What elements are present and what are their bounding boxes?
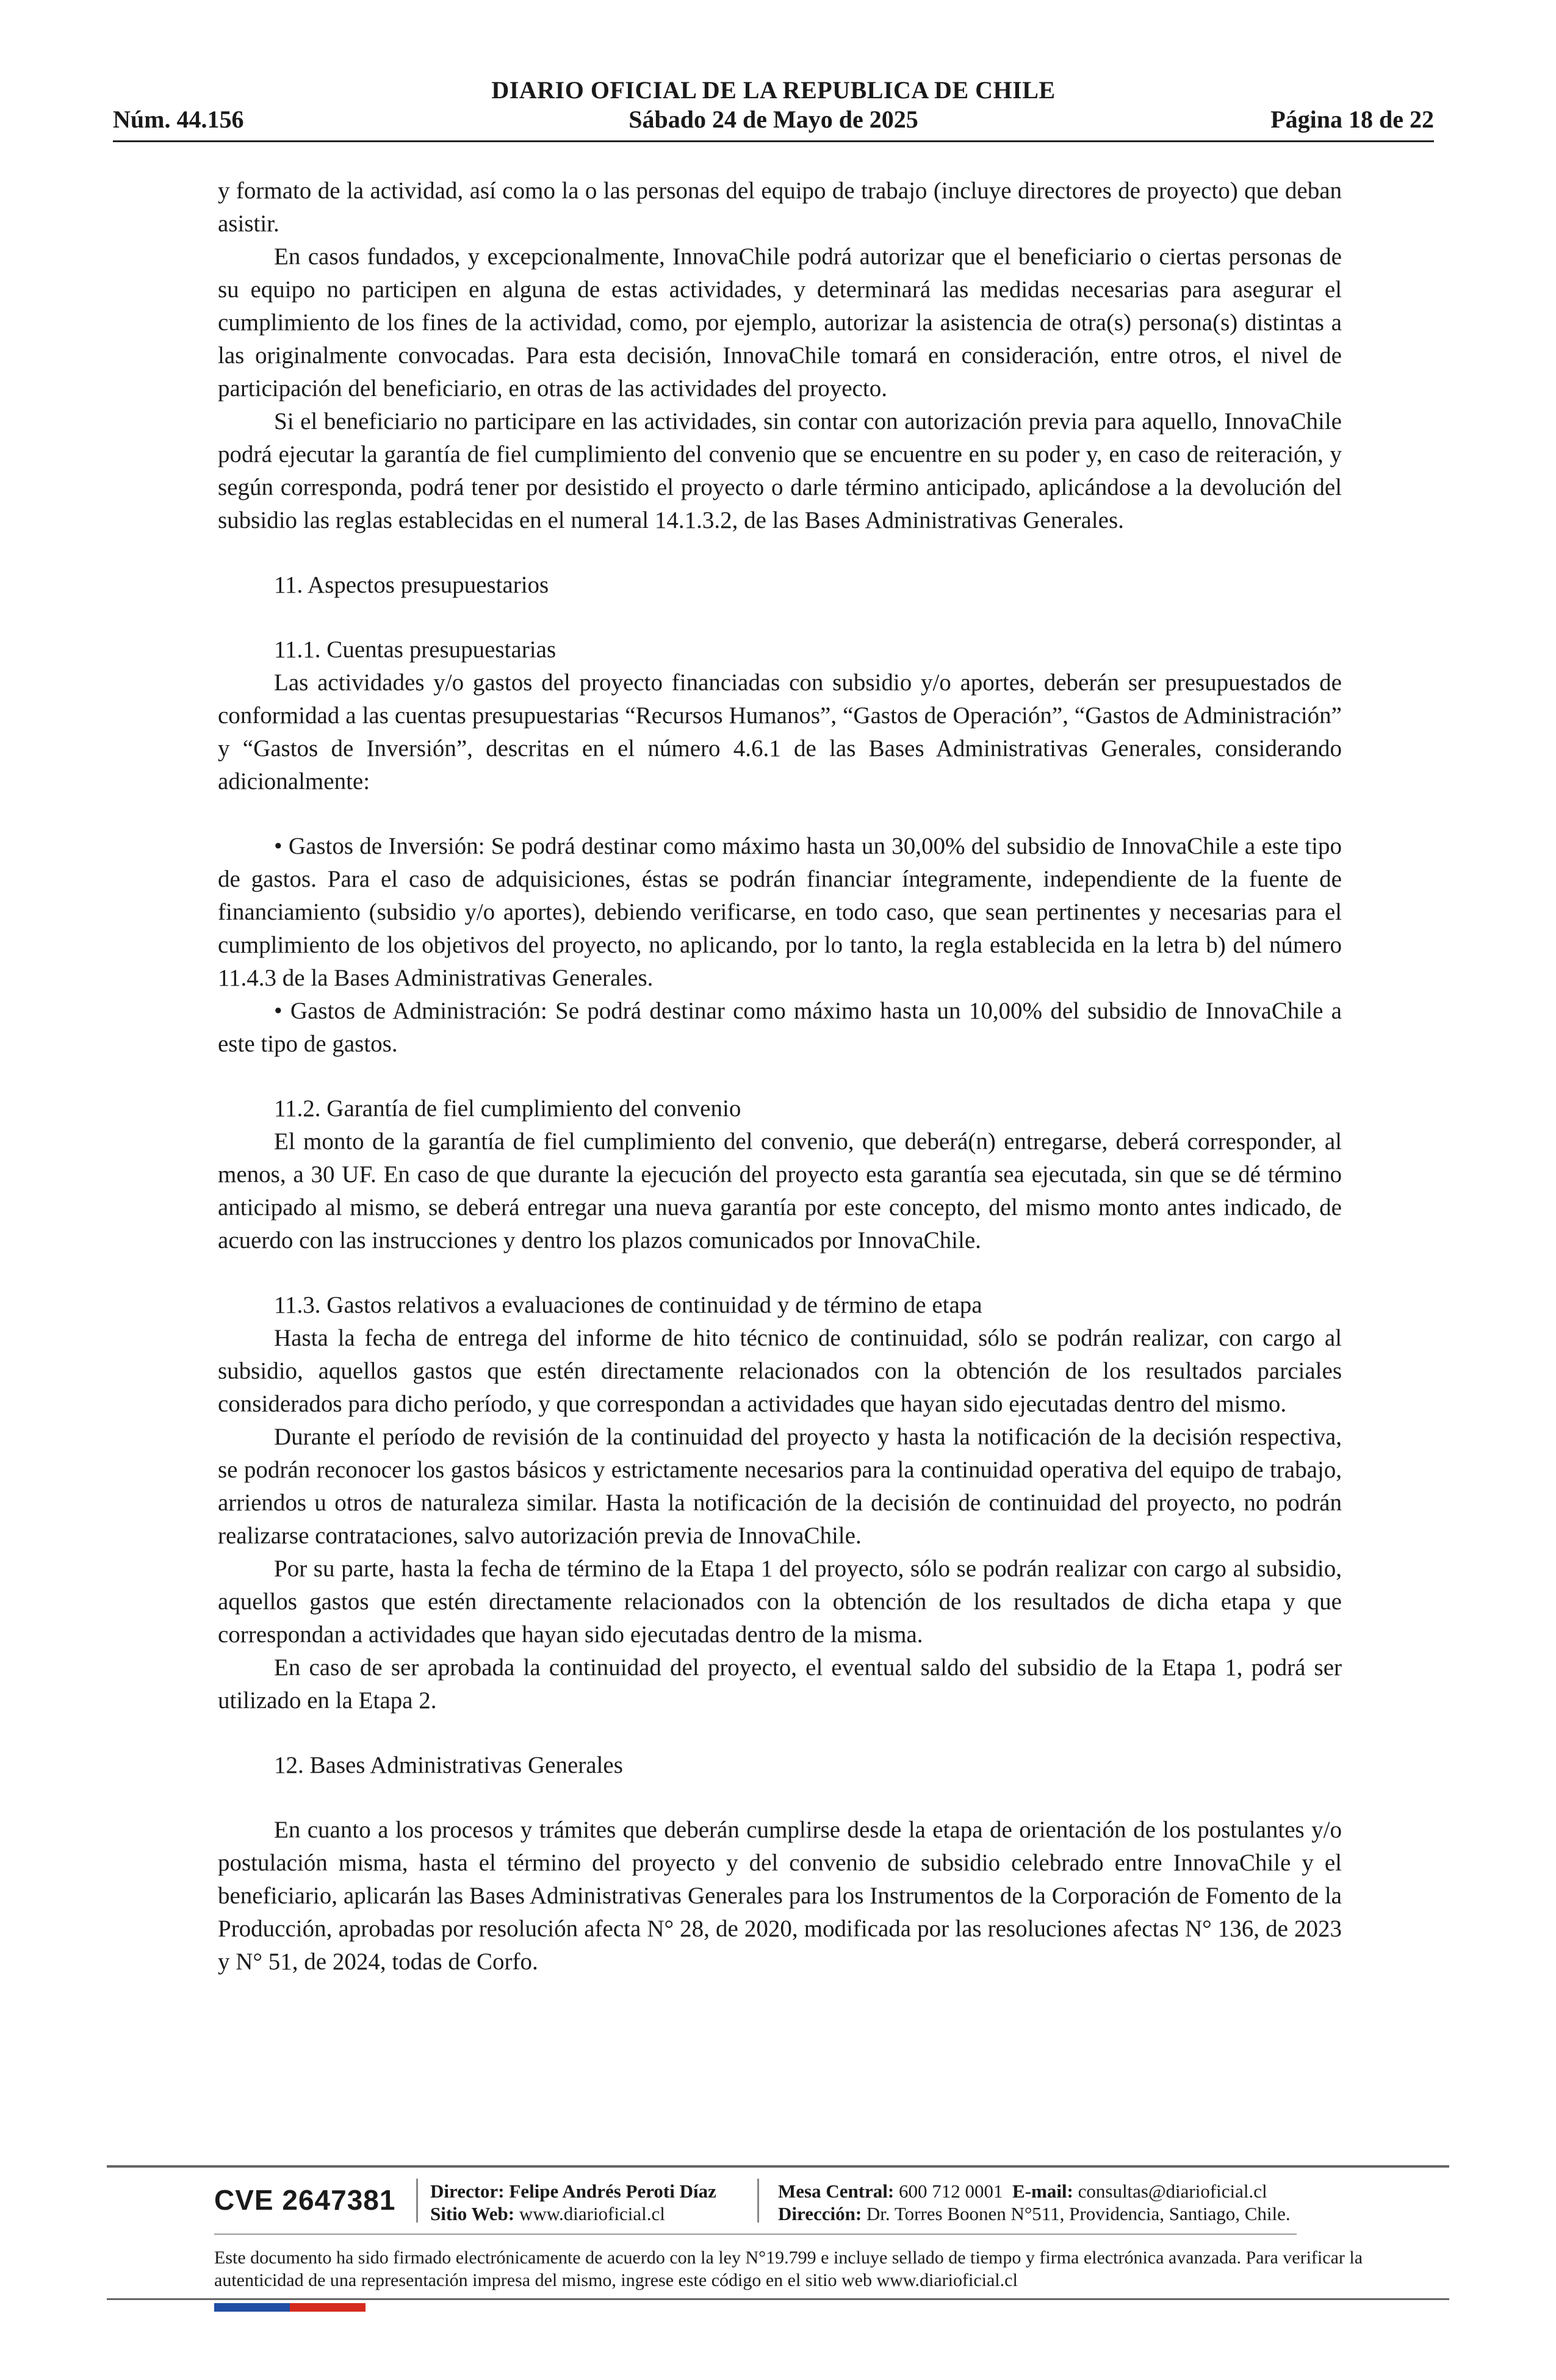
director-label: Director: <box>430 2180 505 2202</box>
legal-notice: Este documento ha sido firmado electrónicamente de acuerdo con la ley N°19.799 e incluye sellado de tiempo y firma electrónica avanzada. Para verificar la autenticidad de una representación impresa del mismo, ingrese este código en el sitio web www.diarioficial.cl <box>214 2248 1363 2290</box>
paragraph: En cuanto a los procesos y trámites que deberán cumplirse desde la etapa de orientación de los postulantes y/o postulación misma, hasta el término del proyecto y del convenio de subsidio celebrado entre InnovaChile y el beneficiario, aplicarán las Bases Administrativas Generales para los Instrumentos de la Corporación de Fomento de la Producción, aprobadas por resolución afecta N° 28, de 2020, modificada por las resoluciones afectas N° 136, de 2023 y N° 51, de 2024, todas de Corfo. <box>218 1817 1342 1975</box>
page-footer <box>107 2165 1449 2312</box>
publication-title: DIARIO OFICIAL DE LA REPUBLICA DE CHILE <box>491 76 1056 104</box>
address-value: Dr. Torres Boonen N°511, Providencia, Santiago, Chile. <box>866 2203 1291 2224</box>
footer-separator <box>416 2179 418 2223</box>
subsection-heading: 11.1. Cuentas presupuestarias <box>274 636 556 663</box>
page-number: Página 18 de 22 <box>1270 106 1434 133</box>
flag-red-segment <box>290 2303 366 2312</box>
paragraph: En caso de ser aprobada la continuidad del proyecto, el eventual saldo del subsidio de la Etapa 1, podrá ser utilizado en la Etapa 2. <box>218 1654 1342 1714</box>
footer-top-divider <box>107 2165 1449 2168</box>
director-name: Felipe Andrés Peroti Díaz <box>509 2180 716 2202</box>
paragraph: Las actividades y/o gastos del proyecto financiadas con subsidio y/o aportes, deberán ser presupuestados de conformidad a las cuentas presupuestarias “Recursos Humanos”, “Gastos de Operación”, “Gastos de Administración” y “Gastos de Inversión”, descritas en el número 4.6.1 de las Bases Administrativas Generales, considerando adicionalmente: <box>218 669 1342 795</box>
subsection-heading: 11.3. Gastos relativos a evaluaciones de continuidad y de término de etapa <box>274 1292 982 1318</box>
email-label: E-mail: <box>1012 2180 1073 2202</box>
paragraph: Hasta la fecha de entrega del informe de hito técnico de continuidad, sólo se podrán realizar, con cargo al subsidio, aquellos gastos que estén directamente relacionados con la obtención de los resultados parciales considerados para dicho período, y que correspondan a actividades que hayan sido ejecutadas dentro del mismo. <box>218 1325 1342 1417</box>
footer-separator <box>757 2179 759 2223</box>
subsection-heading: 11.2. Garantía de fiel cumplimiento del convenio <box>274 1095 741 1122</box>
email-link[interactable]: consultas@diarioficial.cl <box>1078 2180 1267 2202</box>
mesa-phone: 600 712 0001 <box>899 2180 1003 2202</box>
header-divider <box>113 140 1434 142</box>
paragraph: Por su parte, hasta la fecha de término de la Etapa 1 del proyecto, sólo se podrán realizar con cargo al subsidio, aquellos gastos que estén directamente relacionados con la obtención de los resultados de dicha etapa y que correspondan a actividades que hayan sido ejecutadas dentro de la misma. <box>218 1556 1342 1648</box>
bullet-item: • Gastos de Inversión: Se podrá destinar como máximo hasta un 30,00% del subsidio de InnovaChile a este tipo de gastos. Para el caso de adquisiciones, éstas se podrán financiar íntegramente, independiente de la fuente de financiamiento (subsidio y/o aportes), debiendo verificarse, en todo caso, que sean pertinentes y necesarias para el cumplimiento de los objetivos del proyecto, no aplicando, por lo tanto, la regla establecida en la letra b) del número 11.4.3 de la Bases Administrativas Generales. <box>218 833 1342 991</box>
paragraph: y formato de la actividad, así como la o las personas del equipo de trabajo (incluye directores de proyecto) que deban asistir. <box>218 178 1342 237</box>
mesa-label: Mesa Central: <box>778 2180 895 2202</box>
director-info <box>430 2180 716 2225</box>
cve-code: CVE 2647381 <box>214 2184 396 2216</box>
publication-date: Sábado 24 de Mayo de 2025 <box>629 106 918 133</box>
flag-blue-segment <box>214 2303 290 2312</box>
paragraph: Si el beneficiario no participare en las actividades, sin contar con autorización previa para aquello, InnovaChile podrá ejecutar la garantía de fiel cumplimiento del convenio que se encuentre en su poder y, en caso de reiteración, y según corresponda, podrá tener por desistido el proyecto o darle término anticipado, aplicándose a la devolución del subsidio las reglas establecidas en el numeral 14.1.3.2, de las Bases Administrativas Generales. <box>218 408 1342 533</box>
section-heading: 11. Aspectos presupuestarios <box>274 572 549 598</box>
bullet-item: • Gastos de Administración: Se podrá destinar como máximo hasta un 10,00% del subsidio de InnovaChile a este tipo de gastos. <box>218 998 1342 1057</box>
contact-info <box>778 2180 1291 2225</box>
website-link[interactable]: www.diarioficial.cl <box>519 2203 665 2224</box>
website-label: Sitio Web: <box>430 2203 515 2224</box>
paragraph: El monto de la garantía de fiel cumplimiento del convenio, que deberá(n) entregarse, deberá corresponder, al menos, a 30 UF. En caso de que durante la ejecución del proyecto esta garantía sea ejecutada, sin que se dé término anticipado al mismo, se deberá entregar una nueva garantía por este concepto, del mismo monto antes indicado, de acuerdo con las instrucciones y dentro los plazos comunicados por InnovaChile. <box>218 1128 1342 1253</box>
footer-mid-divider <box>214 2234 1297 2235</box>
address-label: Dirección: <box>778 2203 862 2224</box>
paragraph: En casos fundados, y excepcionalmente, InnovaChile podrá autorizar que el beneficiario o ciertas personas de su equipo no participen en alguna de estas actividades, y determinará las medidas necesarias para asegurar el cumplimiento de los fines de la actividad, como, por ejemplo, autorizar la asistencia de otra(s) persona(s) distintas a las originalmente convocadas. Para esta decisión, InnovaChile tomará en consideración, entre otros, el nivel de participación del beneficiario, en otras de las actividades del proyecto. <box>218 243 1342 402</box>
document-body <box>218 175 1342 1978</box>
chile-flag-bar <box>214 2303 366 2312</box>
page-header <box>113 72 1434 146</box>
footer-bottom-divider <box>107 2298 1449 2300</box>
paragraph: Durante el período de revisión de la continuidad del proyecto y hasta la notificación de la decisión respectiva, se podrán reconocer los gastos básicos y estrictamente necesarios para la continuidad operativa del equipo de trabajo, arriendos u otros de naturaleza similar. Hasta la notificación de la decisión de continuidad del proyecto, no podrán realizarse contrataciones, salvo autorización previa de InnovaChile. <box>218 1424 1342 1549</box>
issue-number: Núm. 44.156 <box>113 106 244 133</box>
section-heading: 12. Bases Administrativas Generales <box>274 1752 623 1778</box>
